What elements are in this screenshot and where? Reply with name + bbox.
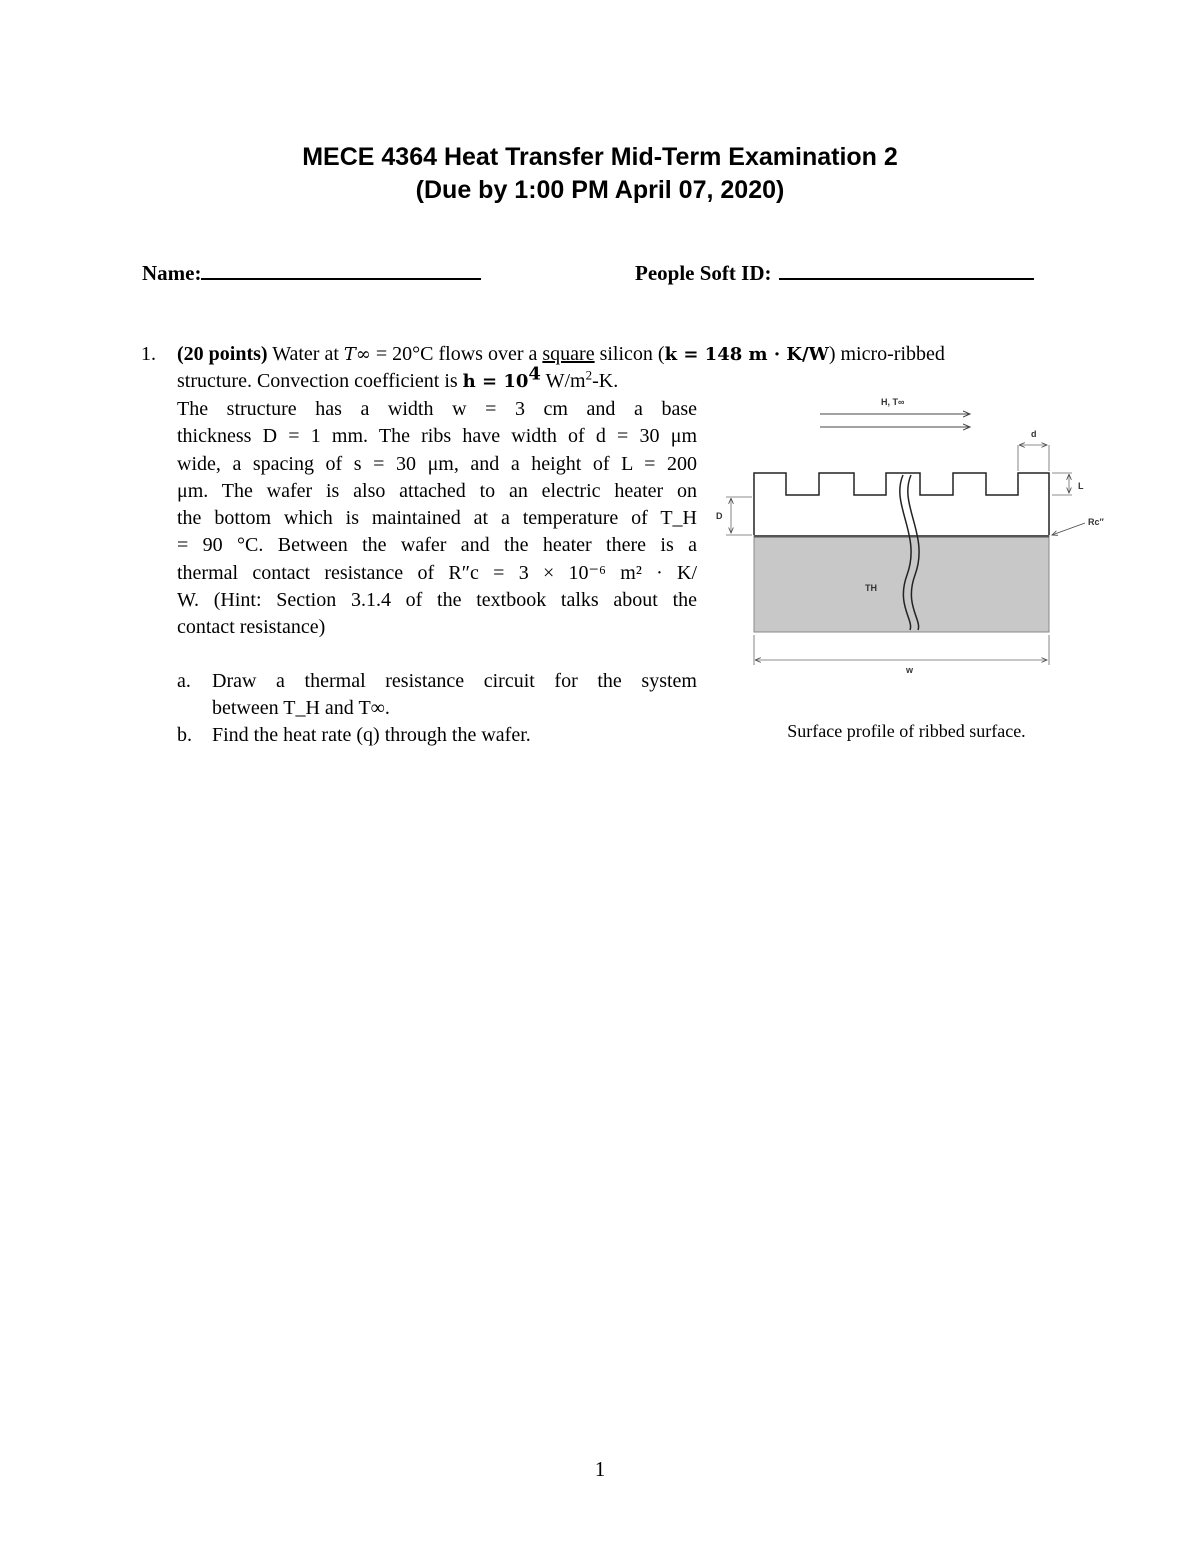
body-line: thickness D = 1 mm. The ribs have width of d = 30 μm <box>177 425 697 448</box>
question-points: (20 points) <box>177 343 268 365</box>
question-first-line: (20 points) Water at T∞ = 20°C flows over a square silicon (k = 148 m · K/W) micro-ribbed <box>177 343 945 365</box>
people-soft-id-blank-line[interactable] <box>779 258 1034 280</box>
body-line: the bottom which is maintained at a temperature of T_H <box>177 507 697 530</box>
due-date: (Due by 1:00 PM April 07, 2020) <box>415 176 785 204</box>
name-label: Name: <box>142 261 202 285</box>
flow-label: H, T∞ <box>881 397 905 407</box>
w-label: w <box>906 665 914 675</box>
body-line: W. (Hint: Section 3.1.4 of the textbook talks about the <box>177 589 697 612</box>
question-number: 1. <box>141 343 156 365</box>
page-number: 1 <box>594 1457 606 1481</box>
rc-label: Rc″ <box>1088 517 1104 527</box>
body-line: contact resistance) <box>177 616 326 639</box>
body-line: wide, a spacing of s = 30 μm, and a height of L = 200 <box>177 452 697 475</box>
part-a-text-continued: between T_H and T∞. <box>212 697 390 719</box>
exam-title: MECE 4364 Heat Transfer Mid-Term Examination 2 <box>302 143 898 171</box>
body-line: = 90 °C. Between the wafer and the heater there is a <box>177 534 697 557</box>
d-label: d <box>1031 429 1037 439</box>
part-b-text: Find the heat rate (q) through the wafer. <box>212 724 531 746</box>
people-soft-id-field <box>635 258 1034 286</box>
part-b-letter: b. <box>177 724 192 746</box>
heater-block <box>754 535 1049 632</box>
rc-pointer <box>1052 523 1085 535</box>
conductivity-expression: k = 148 m · K/W <box>664 344 829 365</box>
ribbed-surface-diagram <box>700 385 1120 685</box>
question-second-line: structure. Convection coefficient is $h = 10^4$ $W/m^2-K$. <box>177 363 619 392</box>
name-blank-line[interactable] <box>201 258 481 280</box>
body-line: thermal contact resistance of R″c = 3 × 10⁻⁶ m² · K/ <box>177 561 697 584</box>
part-a-text: Draw a thermal resistance circuit for the system <box>212 670 697 692</box>
big-d-label: D <box>716 511 723 521</box>
body-line: μm. The wafer is also attached to an electric heater on <box>177 479 697 502</box>
question-body <box>177 396 697 642</box>
name-field <box>142 258 481 286</box>
body-line: The structure has a width w = 3 cm and a base <box>177 398 697 420</box>
people-soft-id-label: People Soft ID: <box>635 261 772 285</box>
figure-caption: Surface profile of ribbed surface. <box>787 721 1026 741</box>
l-label: L <box>1078 481 1084 491</box>
square-underlined: square <box>542 343 595 365</box>
th-label: TH <box>865 583 877 593</box>
part-a-letter: a. <box>177 670 191 692</box>
convection-expression: h = 10 <box>462 371 529 392</box>
